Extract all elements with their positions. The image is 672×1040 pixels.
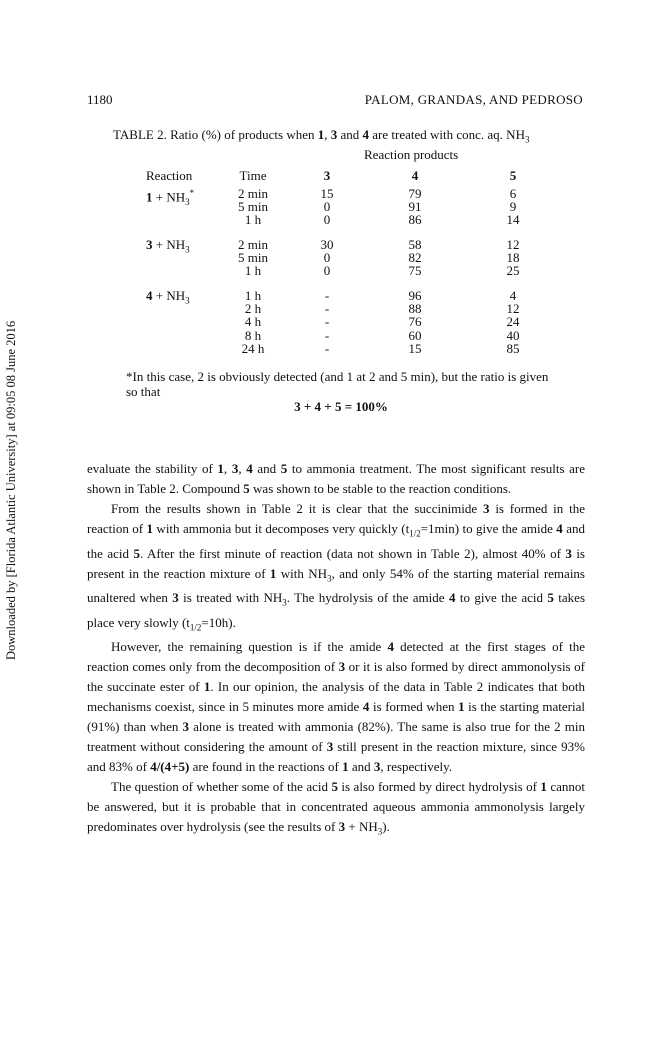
reaction-products-header: Reaction products xyxy=(364,147,459,162)
product-4-cell: 58 xyxy=(408,237,422,252)
caption-compound-3: 3 xyxy=(330,127,338,142)
product-3-cell: 0 xyxy=(323,199,331,215)
product-4-cell: 82 xyxy=(408,250,422,266)
caption-compound-1: 1 xyxy=(317,127,325,142)
caption-and: and xyxy=(337,127,363,142)
paragraph-1: evaluate the stability of 1, 3, 4 and 5 to ammonia treatment. The most significant results are shown in Table 2. Compound 5 was shown to be stable to the reaction conditions. xyxy=(87,461,586,496)
product-5-cell: 4 xyxy=(509,288,517,303)
col-header-5: 5 xyxy=(509,168,517,183)
table-caption xyxy=(113,127,529,145)
time-cell: 1 h xyxy=(244,288,262,303)
product-4-cell: 79 xyxy=(408,186,422,201)
product-4-cell: 88 xyxy=(408,301,422,317)
product-4-cell: 60 xyxy=(408,327,422,343)
time-cell: 2 min xyxy=(238,186,268,201)
reaction-label: $4 + NH_3$ xyxy=(146,288,190,306)
product-4-cell: 15 xyxy=(408,340,422,356)
time-cell: 5 min xyxy=(238,250,268,266)
product-5-cell: 25 xyxy=(506,263,520,279)
product-3-cell: - xyxy=(324,327,330,343)
product-4-cell: 86 xyxy=(408,212,422,228)
col-header-4: 4 xyxy=(411,168,419,183)
product-5-cell: 85 xyxy=(506,340,520,356)
time-cell: 2 h xyxy=(244,301,262,317)
product-4-cell: 96 xyxy=(408,288,422,303)
product-3-cell: - xyxy=(324,314,330,330)
time-cell: 8 h xyxy=(244,327,262,343)
col-header-time: Time xyxy=(239,168,267,183)
product-3-cell: - xyxy=(324,288,330,303)
product-3-cell: 30 xyxy=(320,237,334,252)
caption-suffix: are treated with conc. aq. NH xyxy=(369,127,525,142)
time-cell: 4 h xyxy=(244,314,262,330)
product-3-cell: - xyxy=(324,340,330,356)
product-3-cell: 0 xyxy=(323,250,331,266)
reaction-label: $3 + NH_3$ xyxy=(146,237,190,255)
col-header-3: 3 xyxy=(323,168,331,183)
product-3-cell: - xyxy=(324,301,330,317)
page-number: 1180 xyxy=(87,92,113,107)
product-5-cell: 6 xyxy=(509,186,517,201)
time-cell: 2 min xyxy=(238,237,268,252)
time-cell: 5 min xyxy=(238,199,268,215)
product-5-cell: 9 xyxy=(509,199,517,215)
col-header-reaction: Reaction xyxy=(146,168,193,183)
paragraph-3: However, the remaining question is if the amide 4 detected at the first stages of the reaction comes only from the decomposition of 3 or it is also formed by direct ammonolysis of the succinate ester of 1. In our opinion, the analysis of the data in Table 2 indicates that both mechanisms coexist, since in 5 minutes more amide 4 is formed when 1 is the starting material (91%) than when 3 alone is treated with ammonia (82%). The same is also true for the 2 min treatment without considering the amount of 3 still present in the reaction mixture, since 93% and 83% of 4/(4+5) are found in the reactions of 1 and 3, respectively. xyxy=(87,639,586,775)
caption-sep: , xyxy=(324,127,331,142)
product-5-cell: 12 xyxy=(506,237,520,252)
body-text xyxy=(87,459,585,842)
caption-prefix: TABLE 2. Ratio (%) of products when xyxy=(113,127,318,142)
product-5-cell: 40 xyxy=(506,327,520,343)
time-cell: 1 h xyxy=(244,212,262,228)
table-footnote xyxy=(126,369,556,414)
caption-compound-4: 4 xyxy=(362,127,370,142)
download-watermark-text: Downloaded by [Florida Atlantic University] at 09:05 08 June 2016 xyxy=(4,320,18,660)
product-3-cell: 15 xyxy=(320,186,334,201)
reaction-label: $1 + NH_3^*$ xyxy=(146,188,195,207)
product-5-cell: 12 xyxy=(506,301,520,317)
time-cell: 1 h xyxy=(244,263,262,279)
product-5-cell: 18 xyxy=(506,250,520,266)
time-cell: 24 h xyxy=(241,340,265,356)
footnote-equation: 3 + 4 + 5 = 100% xyxy=(294,399,388,414)
product-4-cell: 76 xyxy=(408,314,422,330)
product-4-cell: 91 xyxy=(408,199,422,215)
product-3-cell: 0 xyxy=(323,263,331,279)
product-4-cell: 75 xyxy=(408,263,422,279)
product-3-cell: 0 xyxy=(323,212,331,228)
running-authors: PALOM, GRANDAS, AND PEDROSO xyxy=(364,92,583,107)
product-5-cell: 14 xyxy=(506,212,520,228)
paragraph-2: From the results shown in Table 2 it is clear that the succinimide 3 is formed in the reaction of 1 with ammonia but it decomposes very quickly $(t_{1/2}=1\min)$ to give the amide 4 and the acid 5. After the first minute of reaction (data not shown in Table 2), almost 40% of 3 is present in the reaction mixture of 1 with $NH_3$, and only 54% of the starting material remains unaltered when 3 is treated with $NH_3$. The hydrolysis of the amide 4 to give the acid 5 takes place very slowly $(t_{1/2}=10h)$. xyxy=(87,501,586,633)
paragraph-4: The question of whether some of the acid 5 is also formed by direct hydrolysis of 1 cannot be answered, but it is probable that in concentrated aqueous ammonia ammonolysis largely predominates over hydrolysis (see the results of $3 + NH_3$). xyxy=(87,779,586,837)
product-5-cell: 24 xyxy=(506,314,520,330)
download-watermark xyxy=(4,320,24,1040)
caption-subscript: 3 xyxy=(524,134,530,145)
footnote-line-1: *In this case, 2 is obviously detected (and 1 at 2 and 5 min), but the ratio is given so that xyxy=(126,369,549,399)
